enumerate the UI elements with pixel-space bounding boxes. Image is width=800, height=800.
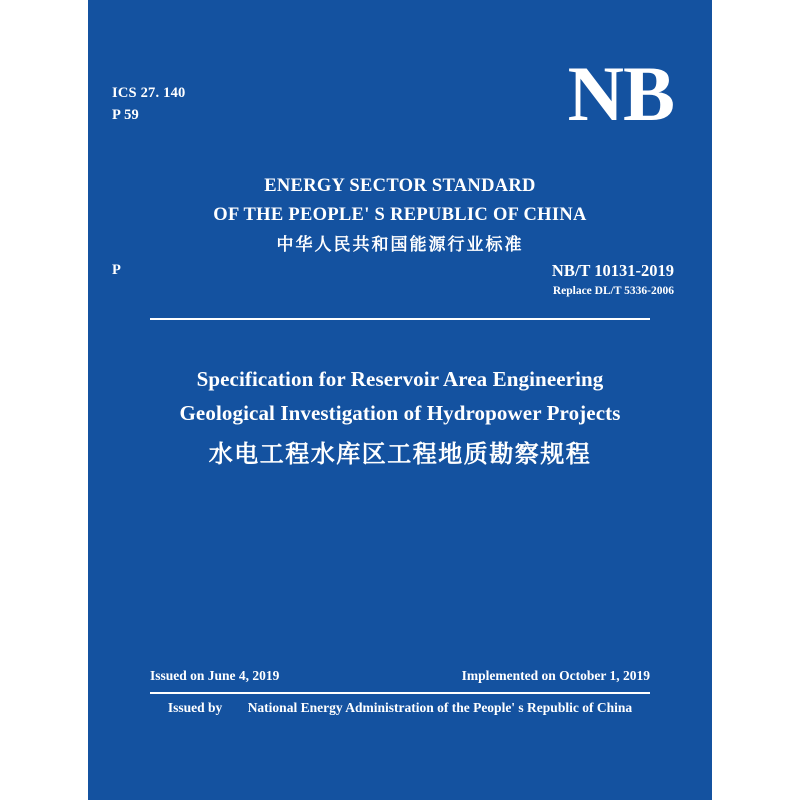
standard-title-en (88, 172, 712, 229)
nb-logo: NB (567, 50, 674, 137)
issued-by-organization: National Energy Administration of the People' s Republic of China (247, 700, 633, 715)
issued-on-date: Issued on June 4, 2019 (150, 668, 280, 683)
standard-title-en-line2: OF THE PEOPLE' S REPUBLIC OF CHINA (213, 204, 587, 225)
main-title-cn: 水电工程水库区工程地质勘察规程 (208, 440, 592, 468)
standard-cover (88, 0, 712, 800)
replaced-standard: Replace DL/T 5336-2006 (552, 285, 674, 297)
main-title-en-line1: Specification for Reservoir Area Engineering (196, 367, 604, 391)
implemented-on-date: Implemented on October 1, 2019 (461, 668, 650, 683)
divider-top (150, 318, 650, 320)
standard-title-en-line1: ENERGY SECTOR STANDARD (264, 176, 536, 196)
main-title-en (88, 362, 712, 430)
standard-title-cn: 中华人民共和国能源行业标准 (276, 235, 524, 255)
p-mark: P (112, 262, 121, 278)
dates-row (150, 668, 650, 684)
classification-codes (112, 82, 186, 127)
divider-bottom (150, 692, 650, 694)
standard-number: NB/T 10131-2019 (551, 261, 674, 280)
issued-by-row (88, 700, 712, 716)
issued-by-label: Issued by (167, 700, 223, 715)
classification-code: P 59 (112, 107, 139, 124)
ics-code: ICS 27. 140 (112, 85, 186, 101)
main-title-en-line2: Geological Investigation of Hydropower Projects (179, 401, 621, 426)
